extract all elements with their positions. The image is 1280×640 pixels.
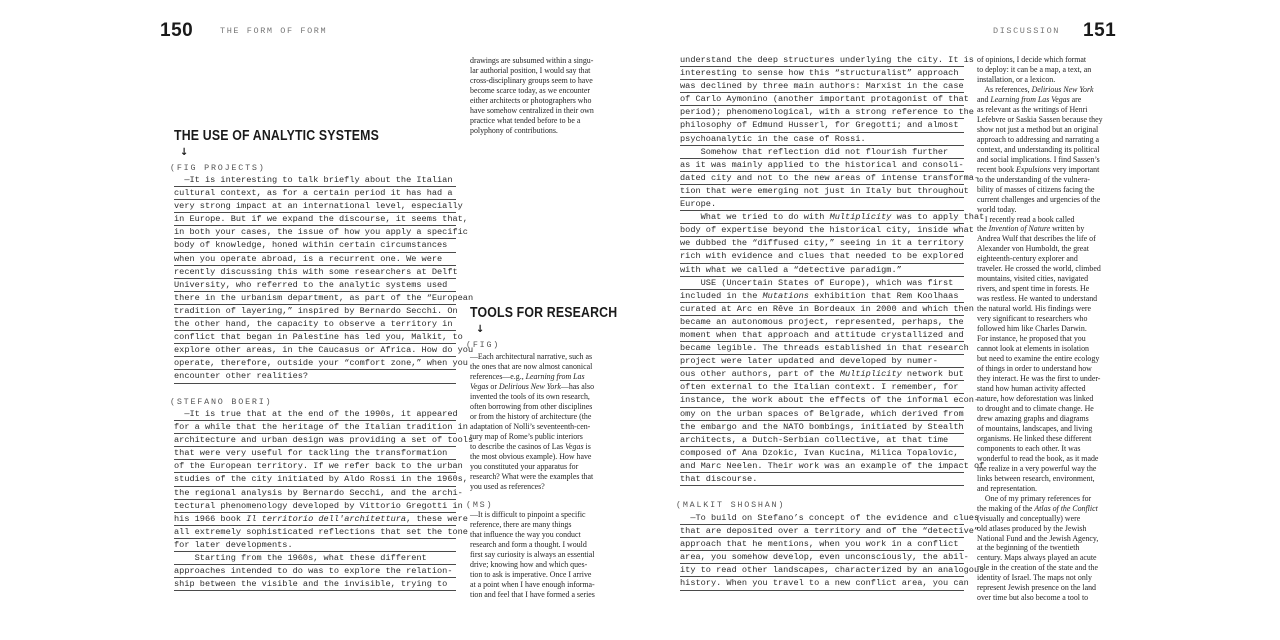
- text-line: period); phenomenological, with a strong reference to the: [680, 106, 964, 119]
- text-line: ity to read other landscapes, characterized by an analogous: [680, 564, 964, 577]
- text-line: or from the history of architecture (the: [470, 411, 592, 421]
- text-line: to drought and to climate change. He: [977, 403, 1094, 413]
- text-line: with what we called a “detective paradigm.”: [680, 264, 964, 277]
- text-line: ship between the visible and the invisible, trying to: [174, 578, 456, 591]
- text-line: the ones that are now almost canonical: [470, 361, 593, 371]
- text-line: One of my primary references for: [977, 493, 1092, 503]
- text-line: was restless. He wanted to understand: [977, 294, 1098, 304]
- arrow-down-icon: ↓: [180, 147, 189, 158]
- text-line: to the understanding of the vulnera-: [977, 174, 1090, 184]
- text-line: the natural world. His findings were: [977, 304, 1091, 314]
- text-line: body of knowledge, honed within certain circumstances: [174, 239, 456, 252]
- text-line: represent Jewish presence on the land: [977, 583, 1096, 593]
- text-line: was declined by three main authors: Marxist in the case: [680, 80, 964, 93]
- text-line: old atlases produced by the Jewish: [977, 523, 1087, 533]
- text-line: tectural phenomenology developed by Vittorio Gregotti in: [174, 500, 456, 513]
- text-line: of things in order to understand how: [977, 364, 1092, 374]
- text-line: USE (Uncertain States of Europe), which was first: [680, 277, 964, 290]
- text-line: cultural context, as for a certain period it has had a: [174, 187, 456, 200]
- left-running-title: THE FORM OF FORM: [220, 26, 328, 36]
- text-line: became legible. The threads established in that research: [680, 342, 964, 355]
- text-line: and Learning from Las Vegas are: [977, 94, 1082, 104]
- text-line: the making of the Atlas of the Conflict: [977, 503, 1098, 513]
- text-line: Vegas or Delirious New York—has also: [470, 381, 595, 391]
- text-line: when you operate abroad, is a recurrent one. We were: [174, 253, 456, 266]
- text-line: installation, or a lexicon.: [977, 74, 1056, 84]
- text-line: Alexander von Humboldt, the great: [977, 244, 1089, 254]
- text-line: tion to ask is imperative. Once I arrive: [470, 569, 592, 579]
- text-line: become scarce today, as we encounter: [470, 85, 590, 95]
- text-line: you constituted your apparatus for: [470, 461, 579, 471]
- text-line: century. Maps always played an acute: [977, 553, 1097, 563]
- text-line: research and form a thought. I would: [470, 539, 587, 549]
- section-heading-analytic-systems: THE USE OF ANALYTIC SYSTEMS: [174, 128, 380, 144]
- text-line: encounter other realities?: [174, 370, 456, 383]
- text-line: show not just a method but an original: [977, 124, 1099, 134]
- text-line: you used as references?: [470, 481, 545, 491]
- text-line: either architects or photographers who: [470, 95, 592, 105]
- text-line: nature, how deforestation was linked: [977, 393, 1094, 403]
- text-line: that discourse.: [680, 473, 964, 486]
- text-line: philosophy of Edmund Husserl, for Gregotti; and almost: [680, 119, 964, 132]
- text-line: architecture and urban design was providing a set of tools: [174, 434, 456, 447]
- text-line: his 1966 book Il territorio dell'architettura, these were: [174, 513, 456, 526]
- text-line: conflict that began in Palestine has led you, Malkit, to: [174, 331, 456, 344]
- text-line: and representation.: [977, 483, 1038, 493]
- text-line: —Each architectural narrative, such as: [470, 352, 593, 361]
- text-line: history. When you travel to a new conflict area, you can: [680, 577, 964, 590]
- text-line: all extremely sophisticated reflections that set the tone: [174, 526, 456, 539]
- text-line: curated at Arc en Rêve in Bordeaux in 2000 and which then: [680, 303, 964, 316]
- text-line: Andrea Wulf that describes the life of: [977, 234, 1096, 244]
- text-line: invented the tools of its own research,: [470, 391, 590, 401]
- text-line: National Fund and the Jewish Agency,: [977, 533, 1099, 543]
- question-analytic-systems: [174, 174, 474, 384]
- text-line: there in the urbanism department, as part of the “European: [174, 292, 456, 305]
- text-line: explore other areas, in the Caucasus or Africa. How do you: [174, 344, 456, 357]
- text-line: organisms. He linked these different: [977, 433, 1092, 443]
- text-line: tion that were emerging not just in Italy but throughout: [680, 185, 964, 198]
- text-line: often borrowing from other disciplines: [470, 401, 593, 411]
- text-line: reference, there are many things: [470, 519, 572, 529]
- text-line: project were later updated and developed by numer-: [680, 355, 964, 368]
- text-line: interesting to sense how this “structuralist” approach: [680, 67, 964, 80]
- text-line: studies of the city initiated by Aldo Rossi in the 1960s,: [174, 473, 456, 486]
- text-line: and Marc Neelen. Their work was an example of the impact of: [680, 460, 964, 473]
- text-line: rivers, and spent time in forests. He: [977, 284, 1090, 294]
- text-line: ous other authors, part of the Multiplicity network but: [680, 368, 964, 381]
- right-running-title: DISCUSSION: [993, 26, 1061, 36]
- text-line: I recently read a book called: [977, 214, 1075, 224]
- text-line: lar authorial position, I would say that: [470, 65, 591, 75]
- text-line: approaches intended to do was to explore the relation-: [174, 565, 456, 578]
- text-line: tion and feel that I have formed a series: [470, 589, 595, 599]
- text-line: at the beginning of the twentieth: [977, 543, 1080, 553]
- text-line: wonderful to read the book, as it made: [977, 453, 1099, 463]
- text-line: have somehow centralized in their own: [470, 105, 594, 115]
- text-line: references—e.g., Learning from Las: [470, 371, 585, 381]
- text-line: often external to the Italian context. I remember, for: [680, 381, 964, 394]
- text-line: (visually and conceptually) were: [977, 513, 1081, 523]
- text-line: of mountains, landscapes, and living: [977, 423, 1093, 433]
- text-line: practice what tended before to be a: [470, 115, 581, 125]
- text-line: operate, therefore, outside your “comfort zone,” when you: [174, 357, 456, 370]
- text-line: included in the Mutations exhibition that Rem Koolhaas: [680, 290, 964, 303]
- text-line: that influence the way you conduct: [470, 529, 581, 539]
- text-line: area, you somehow develop, even unconsciously, the abil-: [680, 551, 964, 564]
- text-line: recently discussing this with some researchers at Delft: [174, 266, 456, 279]
- text-line: role in the creation of the state and the: [977, 563, 1098, 573]
- text-line: as it was mainly applied to the historical and consoli-: [680, 159, 964, 172]
- arrow-down-icon: ↓: [476, 324, 485, 335]
- text-line: What we tried to do with Multiplicity was to apply that: [680, 211, 964, 224]
- text-line: current challenges and urgencies of the: [977, 194, 1101, 204]
- text-line: research? What were the examples that: [470, 471, 594, 481]
- speaker-label-stefano-boeri: (STEFANO BOERI): [170, 397, 273, 407]
- text-line: links between research, environment,: [977, 473, 1095, 483]
- text-line: —To build on Stefano’s concept of the evidence and clues: [680, 512, 964, 525]
- text-line: that are deposited over a territory and of the “detective”: [680, 525, 964, 538]
- text-line: stand how human activity affected: [977, 383, 1086, 393]
- text-line: approach to addressing and narrating a: [977, 134, 1100, 144]
- text-line: very significant to researchers who: [977, 314, 1088, 324]
- text-line: Somehow that reflection did not flourish further: [680, 146, 964, 159]
- text-line: adaptation of Nolli’s seventeenth-cen-: [470, 421, 591, 431]
- text-line: architects, a Dutch-Serbian collective, at that time: [680, 434, 964, 447]
- text-line: eighteenth-century explorer and: [977, 254, 1078, 264]
- text-line: Europe.: [680, 198, 964, 211]
- text-line: of the European territory. If we refer back to the urban: [174, 460, 456, 473]
- text-line: dated city and not to the new areas of intense transforma-: [680, 172, 964, 185]
- text-line: context, and understanding its political: [977, 144, 1100, 154]
- text-line: moment when that approach and attitude crystallized and: [680, 329, 964, 342]
- text-line: drawings are subsumed within a singu-: [470, 56, 594, 65]
- text-line: As references, Delirious New York: [977, 84, 1094, 94]
- text-line: the regional analysis by Bernardo Secchi, and the archi-: [174, 487, 456, 500]
- text-line: drive; knowing how and which ques-: [470, 559, 588, 569]
- text-line: tury map of Rome’s public interiors: [470, 431, 583, 441]
- text-line: instance, the work about the effects of the informal econ-: [680, 394, 964, 407]
- text-line: Starting from the 1960s, what these different: [174, 552, 456, 565]
- text-line: in both your cases, the issue of how you apply a specific: [174, 226, 456, 239]
- text-line: cross-disciplinary groups seem to have: [470, 75, 593, 85]
- text-line: understand the deep structures underlying the city. It is: [680, 54, 964, 67]
- text-line: identity of Israel. The maps not only: [977, 573, 1092, 583]
- text-line: the most obvious example). How have: [470, 451, 592, 461]
- text-line: that were very useful for tackling the transformation: [174, 447, 456, 460]
- text-line: to describe the casinos of Las Vegas is: [470, 441, 591, 451]
- text-line: in Europe. But if we expand the discourse, it seems that,: [174, 213, 456, 226]
- text-line: —It is interesting to talk briefly about the Italian: [174, 174, 456, 187]
- text-line: first say curiosity is always an essential: [470, 549, 595, 559]
- text-line: the Invention of Nature written by: [977, 224, 1085, 234]
- text-line: University, who referred to the analytic systems used: [174, 279, 456, 292]
- text-line: mountains, visited cities, navigated: [977, 274, 1089, 284]
- text-line: to deploy: it can be a map, a text, an: [977, 64, 1092, 74]
- text-line: approach that he mentions, when you work in a conflict: [680, 538, 964, 551]
- text-line: of Carlo Aymonino (another important protagonist of that: [680, 93, 964, 106]
- text-line: bility of masses of citizens facing the: [977, 184, 1095, 194]
- text-line: followed him like Charles Darwin.: [977, 324, 1087, 334]
- text-line: became an autonomous project, represented, perhaps, the: [680, 316, 964, 329]
- text-line: —It is true that at the end of the 1990s, it appeared: [174, 408, 456, 421]
- text-line: world today.: [977, 204, 1017, 214]
- answer-stefano-boeri: [174, 408, 474, 591]
- text-line: but need to examine the entire ecology: [977, 354, 1100, 364]
- speaker-label-ms: (MS): [466, 500, 494, 510]
- speaker-label-fig: (FIG): [466, 340, 501, 350]
- text-line: —It is difficult to pinpoint a specific: [470, 510, 586, 519]
- text-line: for a while that the heritage of the Italian tradition in: [174, 421, 456, 434]
- text-line: psychoanalytic in the case of Rossi.: [680, 133, 964, 146]
- text-line: polyphony of contributions.: [470, 125, 558, 135]
- text-line: the other hand, the capacity to observe a territory in: [174, 318, 456, 331]
- text-line: omy on the urban spaces of Belgrade, which derived from: [680, 408, 964, 421]
- text-line: for later developments.: [174, 539, 456, 552]
- column4-text: [977, 55, 1122, 603]
- text-line: of opinions, I decide which format: [977, 55, 1087, 64]
- column2-text-top: [470, 56, 610, 136]
- answer-ms: [470, 510, 610, 600]
- answer-malkit-shoshan: [680, 512, 985, 591]
- answer-stefano-boeri-continued: [680, 54, 985, 486]
- text-line: traveler. He crossed the world, climbed: [977, 264, 1101, 274]
- text-line: cannot look at elements in isolation: [977, 344, 1089, 354]
- text-line: they interact. He was the first to under-: [977, 374, 1101, 383]
- text-line: the embargo and the NATO bombings, initiated by Stealth: [680, 421, 964, 434]
- question-tools-for-research: [470, 352, 610, 492]
- text-line: composed of Ana Dzokic, Ivan Kucina, Milica Topalovic,: [680, 447, 964, 460]
- text-line: at a point when I have enough informa-: [470, 579, 595, 589]
- text-line: components to each other. It was: [977, 443, 1081, 453]
- text-line: rich with evidence and clues that needed to be explored: [680, 250, 964, 263]
- text-line: over time but also become a tool to: [977, 593, 1089, 603]
- right-page-number: 151: [1083, 20, 1117, 41]
- text-line: and social implications. I find Sassen’s: [977, 154, 1100, 164]
- text-line: body of expertise beyond the historical city, inside what: [680, 224, 964, 237]
- section-heading-tools-for-research: TOOLS FOR RESEARCH: [470, 305, 618, 321]
- text-line: we dubbed the “diffused city,” seeing in it a territory: [680, 237, 964, 250]
- text-line: as relevant as the writings of Henri: [977, 104, 1088, 114]
- text-line: Lefebvre or Saskia Sassen because they: [977, 114, 1103, 124]
- speaker-label-malkit-shoshan: (MALKIT SHOSHAN): [676, 500, 786, 510]
- text-line: very strong impact at an international level, especially: [174, 200, 456, 213]
- text-line: me realize in a very powerful way the: [977, 463, 1097, 473]
- text-line: drew amazing graphs and diagrams: [977, 413, 1089, 423]
- text-line: tradition of layering,” inspired by Bernardo Secchi. On: [174, 305, 456, 318]
- text-line: For instance, he proposed that you: [977, 334, 1086, 344]
- speaker-label-fig-projects: (FIG PROJECTS): [170, 163, 266, 173]
- text-line: recent book Expulsions very important: [977, 164, 1100, 174]
- left-page-number: 150: [160, 20, 194, 41]
